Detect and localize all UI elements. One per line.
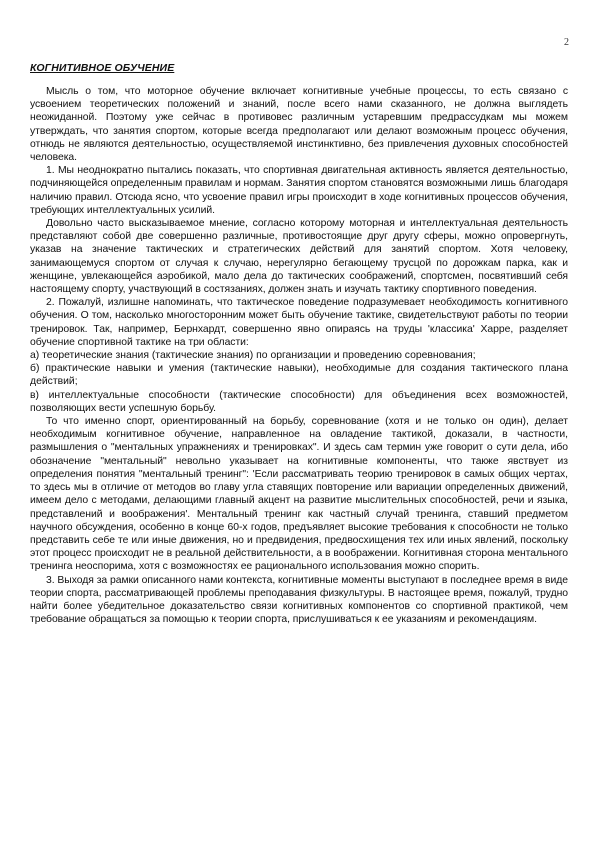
section-title: КОГНИТИВНОЕ ОБУЧЕНИЕ bbox=[30, 62, 175, 74]
paragraph-intro: Мысль о том, что моторное обучение включает когнитивные учебные процессы, то есть связано с усвоением теоретических положений и знаний, после всего нами сказанного, не должна выглядеть неожиданной. Поэтому уже сейчас в противовес различным устаревшим предрассудкам мы можем утверждать, что занятия спортом, которые всегда предполагают или делают возможным процесс обучения, отнюдь не являются деятельностью, осуществляемой инстинктивно, без привлечения духовных способностей человека. bbox=[30, 86, 568, 164]
page-number: 2 bbox=[564, 37, 569, 48]
paragraph-2: 2. Пожалуй, излишне напоминать, что тактическое поведение подразумевает необходимость когнитивного обучения. О том, насколько многосторонним может быть обучение тактике, свидетельствуют работы по теории тренировок. Так, например, Бернхардт, совершенно явно опираясь на труды 'классика' Харре, разделяет обучение спортивной тактике на три области: bbox=[30, 297, 568, 348]
list-item-c: в) интеллектуальные способности (тактические способности) для объединения всех возможностей, позволяющих вести успешную борьбу. bbox=[30, 389, 568, 414]
document-body bbox=[30, 62, 568, 626]
paragraph-tactics-opinion: Довольно часто высказываемое мнение, согласно которому моторная и интеллектуальная деятельность представляют собой две совершенно различные, противостоящие друг другу сферы, можно опровергнуть, указав на значение тактических и стратегических действий для занятий спортом. Хотя человеку, занимающемуся спортом от случая к случаю, нерегулярно бегающему трусцой по дорожкам парка, как и женщине, увлекающейся аэробикой, мало дела до тактических соображений, спортсмен, посвятивший себя настоящему спорту, участвующий в состязаниях, должен знать и изучать тактику спортивного поведения. bbox=[30, 218, 568, 296]
list-item-b: б) практические навыки и умения (тактические навыки), необходимые для создания тактического плана действий; bbox=[30, 363, 568, 388]
paragraph-1: 1. Мы неоднократно пытались показать, что спортивная двигательная активность является деятельностью, подчиняющейся определенным правилам и нормам. Занятия спортом становятся возможными лишь благодаря наличию правил. Отсюда ясно, что усвоение правил игры происходит в ходе когнитивных процессов обучения, требующих интеллектуальных усилий. bbox=[30, 165, 569, 216]
paragraph-3: 3. Выходя за рамки описанного нами контекста, когнитивные моменты выступают в последнее время в виде теории спорта, рассматривающей проблемы преподавания физкультуры. В настоящее время, пожалуй, трудно найти более убедительное доказательство связи когнитивных компонентов со спортивной практикой, чем требование обращаться за помощью к теории спорта, прислушиваться к ее указаниям и рекомендациям. bbox=[30, 574, 568, 626]
list-item-a: а) теоретические знания (тактические знания) по организации и проведению соревнования; bbox=[30, 350, 476, 362]
paragraph-mental-training: То что именно спорт, ориентированный на борьбу, соревнование (хотя и не только он один), делает необходимым когнитивное обучение, направленное на овладение тактикой, доказали, в частности, размышления о "ментальных упражнениях и тренировках". И здесь сам термин уже говорит о сути дела, ибо обозначение "ментальный" невольно указывает на когнитивные компоненты, что также явствует из определения понятия "ментальный тренинг": 'Если рассматривать теорию тренировок в самых общих чертах, то здесь мы в отличие от методов во главу угла ставящих повторение или вариации определенных движений, имеем дело с методами, делающими главный акцент на развитие мыслительных способностей, речи и языка, представлений и воображения'. Ментальный тренинг как частный случай тренинга, ставший предметом научного обсуждения, особенно в конце 60-х годов, предъявляет высокие требования к способности не только представить себе те или иные движения, но и предвидения, предвосхищения тех или иных явлений, поскольку этот процесс происходит не в реальной действительности, а в воображении. Когнитивная сторона ментального тренинга неоспорима, хотя с возможностях ее рационального использования можно спорить. bbox=[30, 416, 568, 573]
